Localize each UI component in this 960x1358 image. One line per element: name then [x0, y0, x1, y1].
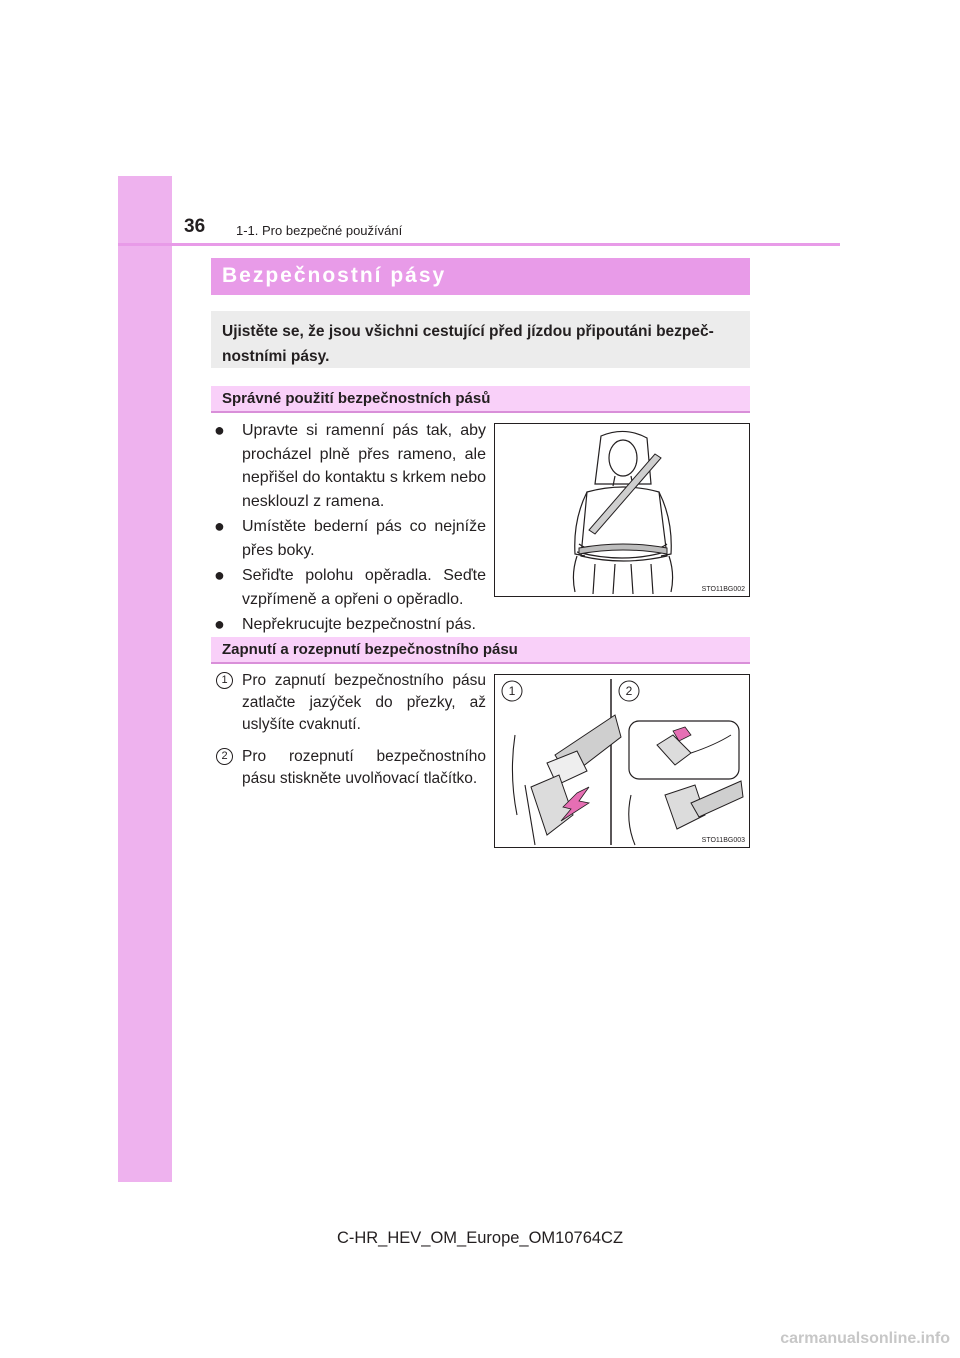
section-heading-correct-use: Správné použití bezpečnostních pásů: [211, 386, 750, 413]
figure-label-1: 1: [508, 684, 516, 698]
header-rule: [118, 243, 840, 246]
figure-code: STO11BG002: [701, 586, 745, 593]
step-number-icon: 2: [216, 748, 233, 765]
step-text: Pro zapnutí bezpečnostního pásu zatlačte jazýček do přezky, až uslyšíte cvaknutí.: [242, 672, 486, 733]
page-number: 36: [184, 216, 206, 237]
bullet-icon: ●: [214, 614, 225, 634]
section-heading-buckle: Zapnutí a rozepnutí bezpečnostního pásu: [211, 637, 750, 664]
watermark: carmanualsonline.info: [780, 1330, 950, 1347]
seated-passenger-illustration: [495, 424, 749, 596]
list-item: [214, 670, 486, 736]
list-item: [214, 746, 486, 790]
list-item: [214, 564, 486, 611]
list-item: [214, 613, 486, 637]
bullet-icon: ●: [214, 420, 225, 440]
intro-box: Ujistěte se, že jsou všichni cestující před jízdou připoutáni bezpeč-nostními pásy.: [211, 311, 750, 368]
buckle-figure: [494, 674, 750, 848]
buckle-illustration: [495, 675, 749, 847]
bullet-list: [214, 419, 486, 639]
list-item: [214, 419, 486, 513]
page-title: Bezpečnostní pásy: [211, 258, 750, 295]
bullet-text: Umístěte bederní pás co nejníže přes boky.: [242, 518, 486, 559]
list-item: [214, 515, 486, 562]
bullet-text: Nepřekrucujte bezpečnostní pás.: [242, 616, 476, 633]
seated-passenger-figure: [494, 423, 750, 597]
chapter-title: 1-1. Pro bezpečné používání: [236, 223, 403, 238]
figure-label-2: 2: [625, 684, 633, 698]
step-number-icon: 1: [216, 672, 233, 689]
bullet-text: Seřiďte polohu opěradla. Seďte vzpřímeně a opřeni o opěradlo.: [242, 567, 486, 608]
bullet-icon: ●: [214, 565, 225, 585]
step-list: [214, 670, 486, 800]
side-tab-bar: [118, 176, 172, 1182]
bullet-icon: ●: [214, 516, 225, 536]
footer-code: C-HR_HEV_OM_Europe_OM10764CZ: [336, 1229, 624, 1247]
step-text: Pro rozepnutí bezpečnostního pásu stiskněte uvolňovací tlačítko.: [242, 748, 486, 787]
figure-code: STO11BG003: [701, 837, 745, 844]
bullet-text: Upravte si ramenní pás tak, aby procházel plně přes rameno, ale nepřišel do kontaktu s krkem nebo nesklouzl z ramena.: [242, 422, 486, 510]
